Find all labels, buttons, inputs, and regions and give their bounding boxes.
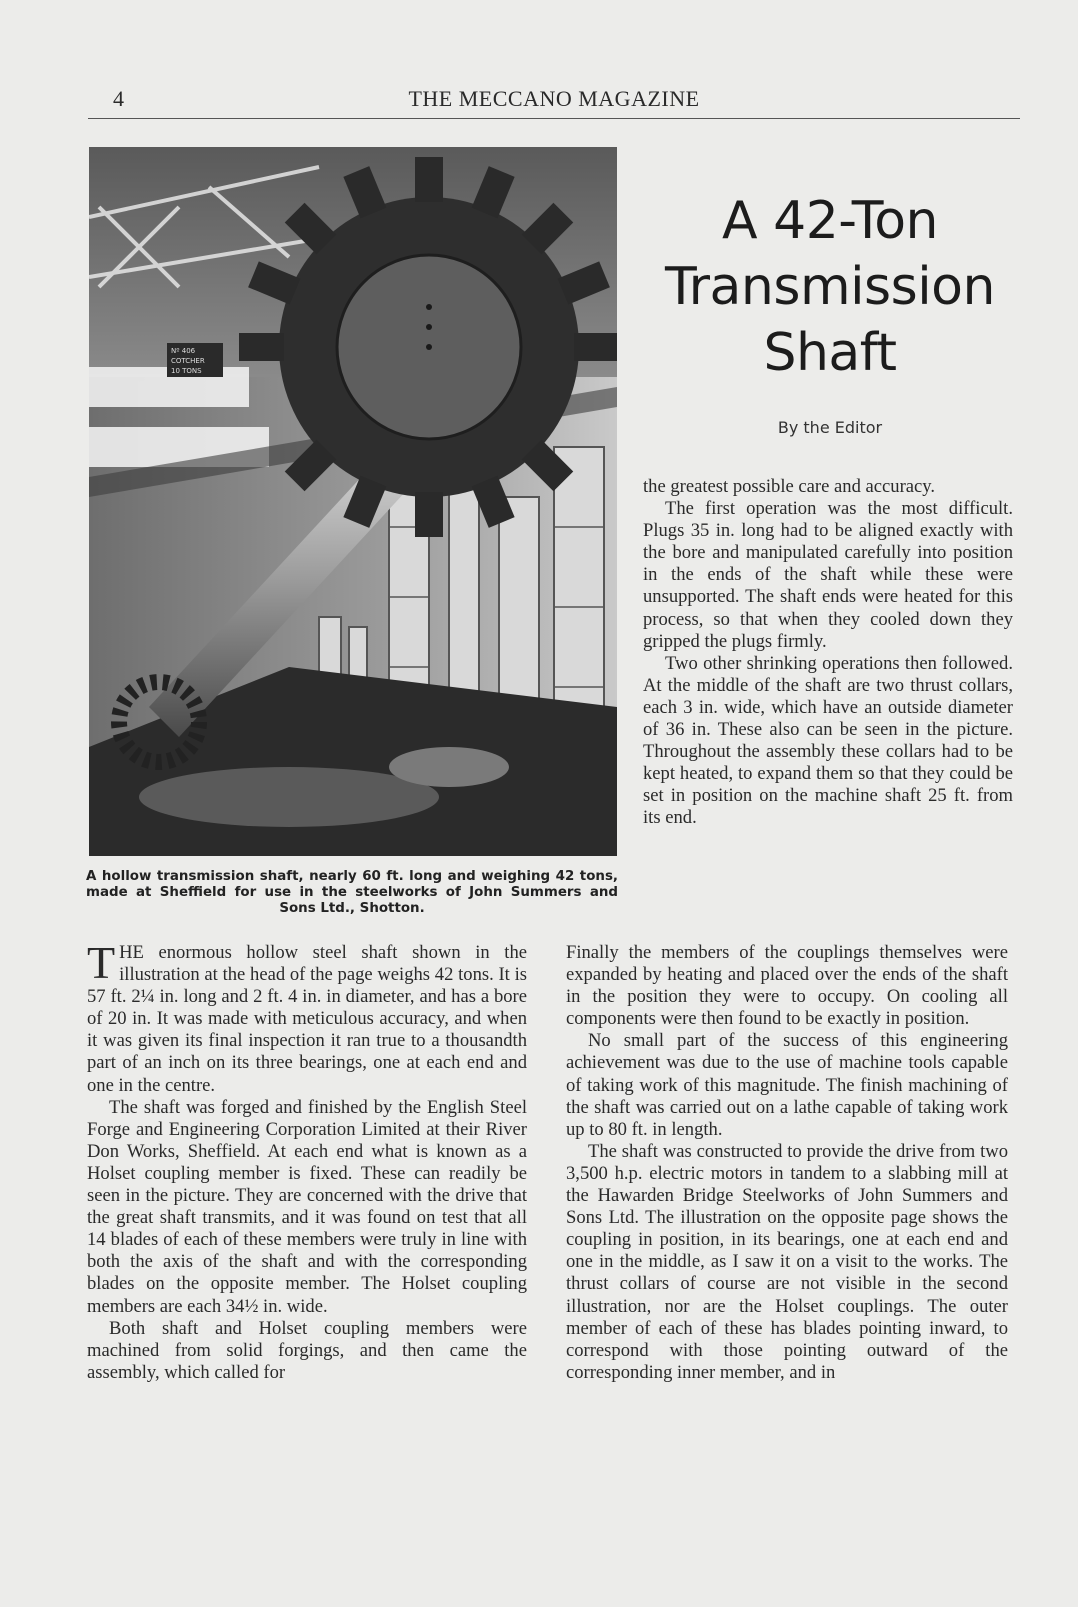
page-number: 4	[113, 86, 124, 111]
paragraph: the greatest possible care and accuracy.	[643, 476, 936, 497]
crane-sign-line3: 10 TONS	[171, 367, 202, 375]
opening-paragraph	[87, 937, 527, 1097]
drop-cap: T	[87, 937, 116, 988]
article-column-left	[87, 937, 527, 1384]
title-line-2: Transmission	[665, 257, 995, 317]
title-line-3: Shaft	[763, 323, 897, 383]
photo-caption: A hollow transmission shaft, nearly 60 ft. long and weighing 42 tons, made at Sheffield for use in the steelworks of John Summers and Sons Ltd., Shotton.	[86, 869, 618, 916]
paragraph: Both shaft and Holset coupling members were machined from solid forgings, and then came the assembly, which called for	[87, 1317, 527, 1383]
shaft-photograph	[89, 147, 617, 856]
opening-text: HE enormous hollow steel shaft shown in the illustration at the head of the page weighs 42 tons. It is 57 ft. 2¼ in. long and 2 ft. 4 in. in diameter, and has a bore of 20 in. It was made with meticulous accuracy, and when it was given its final inspection it ran true to a thousandth part of an inch on its three bearings, one at each end and one in the centre.	[87, 942, 527, 1096]
crane-sign-line1: Nº 406	[171, 347, 196, 355]
paragraph: Two other shrinking operations then followed. At the middle of the shaft are two thrust collars, each 3 in. wide, which have an outside diameter of 36 in. These also can be seen in the picture. Throughout the assembly these collars had to be kept heated, to expand them so that they could be set in position on the machine shaft 25 ft. from its end.	[643, 652, 1013, 829]
article-title	[640, 188, 1020, 386]
paragraph: No small part of the success of this engineering achievement was due to the use of machine tools capable of taking work of this magnitude. The finish machining of the shaft was carried out on a lathe capable of taking work up to 80 ft. in length.	[566, 1030, 1008, 1140]
article-column-right-top	[643, 476, 1013, 830]
page-header	[88, 86, 1020, 119]
crane-sign-line2: COTCHER	[171, 357, 205, 365]
paragraph: The shaft was forged and finished by the English Steel Forge and Engineering Corporation Limited at their River Don Works, Sheffield. At each end what is known as a Holset coupling member is fixed. These can readily be seen in the picture. They are concerned with the drive that the great shaft transmits, and it was found on test that all 14 blades of each of these members were truly in line with both the axis of the shaft and with the corresponding blades on the opposite member. The Holset coupling members are each 34½ in. wide.	[87, 1096, 527, 1317]
byline: By the Editor	[777, 418, 883, 437]
article-column-right-bottom	[566, 942, 1008, 1384]
paragraph: The first operation was the most difficult. Plugs 35 in. long had to be aligned exactly with the bore and manipulated carefully into position in the ends of the shaft while these were unsupported. The shaft ends were heated for this process, so that when they cooled down they gripped the plugs firmly.	[643, 498, 1013, 652]
running-title: THE MECCANO MAGAZINE	[408, 86, 700, 111]
title-line-1: A 42-Ton	[722, 191, 938, 251]
paragraph: The shaft was constructed to provide the drive from two 3,500 h.p. electric motors in tandem to a slabbing mill at the Hawarden Bridge Steelworks of John Summers and Sons Ltd. The illustration on the opposite page shows the coupling in position, in its bearings, one at each end and one in the middle, as I saw it on a visit to the works. The thrust collars of course are not visible in the second illustration, nor are the Holset couplings. The outer member of each of these has blades pointing inward, to correspond with those pointing outward of the corresponding inner member, and in	[566, 1140, 1008, 1383]
paragraph: Finally the members of the couplings themselves were expanded by heating and placed over the ends of the shaft in the position they were to occupy. On cooling all components were then found to be exactly in position.	[566, 942, 1008, 1030]
